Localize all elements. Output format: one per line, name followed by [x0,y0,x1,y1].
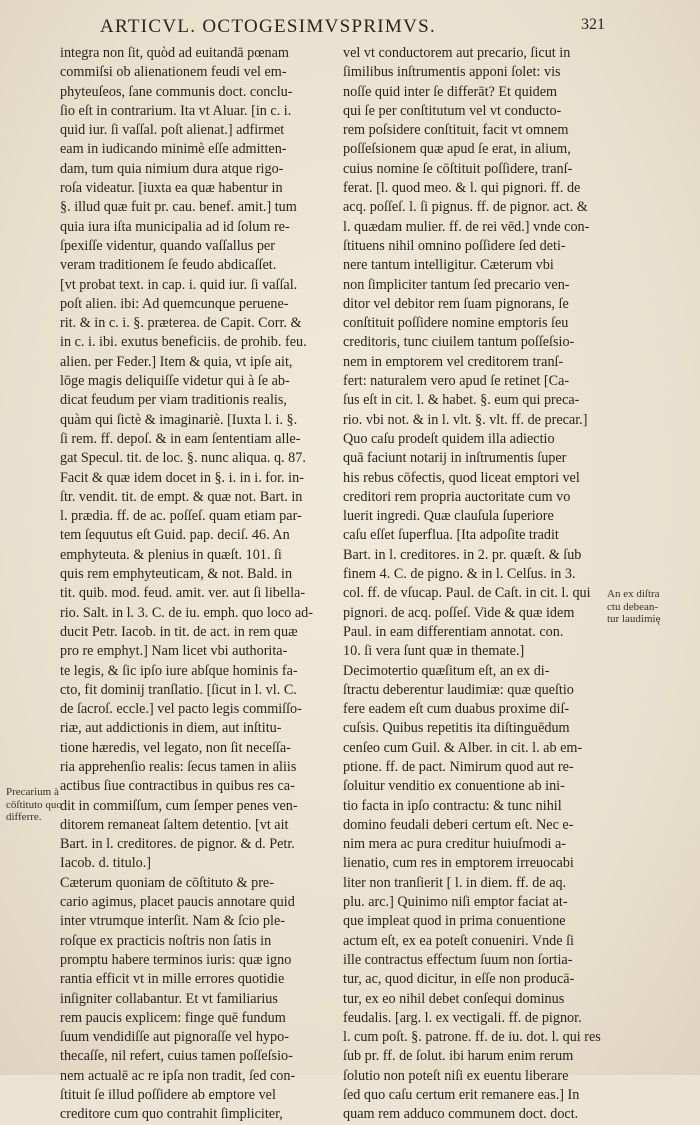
text-line: dam, tum quia nimium dura atque rigo- [60,160,284,177]
text-line: alien. per Feder.] Item & quia, vt ipſe ait, [60,353,293,370]
text-line: creditore cum quo contrahit ſimpliciter, [60,1106,283,1123]
text-line: inſigniter collabantur. Et vt familiarius [60,990,278,1007]
left-text-column [60,44,328,1125]
text-line: quis rem emphyteuticam, & not. Bald. in [60,566,293,583]
text-line: Decimotertio quæſitum eſt, an ex di- [343,662,550,679]
text-line: ſus eſt in cit. l. & habet. §. eum qui preca- [343,392,580,409]
text-line: ria apprehenſio realis: ſecus tamen in aliis [60,758,297,775]
text-line: que impleat quod in prima conuentione [343,913,566,930]
text-line: gat Specul. tit. de loc. §. nunc aliqua. q. 87. [60,450,306,467]
text-line: ſoluitur venditio ex conuentione ab ini- [343,778,565,795]
text-line: nem in emptorem vel creditorem tranſ- [343,353,564,370]
text-line: tit. quib. mod. feud. amit. ver. aut ſi libella- [60,585,306,602]
text-line: roſa videatur. [iuxta ea quæ habentur in [60,180,283,197]
text-line: pro re emphyt.] Nam licet vbi authorita- [60,643,288,660]
text-line: dit in commiſſum, cum ſemper penes ven- [60,797,298,814]
text-line: conſtituit poſſidere nomine emptoris ſeu [343,315,569,332]
text-line: de ſacroſ. eccle.] vel pacto legis commiſſo- [60,701,302,718]
margin-note-line: An ex diſtra [607,588,660,600]
text-line: luerit ingredi. Quæ clauſula ſuperiore [343,508,554,525]
text-line: nim mera ac pura creditur huiuſmodi a- [343,836,566,853]
text-line: [vt probat text. in cap. i. quid iur. ſi vaſſal. [60,276,298,293]
text-line: ſtr. vendit. tit. de empt. & quæ not. Bart. in [60,488,303,505]
text-line: §. illud quæ fuit pr. cau. benef. amit.] tum [60,199,297,216]
text-line: thecaſſe, nil refert, cuius tamen poſſeſsio- [60,1048,293,1065]
text-line: lōge magis deliquiſſe videtur qui à ſe ab- [60,373,290,390]
text-line: l. cum poſt. §. patrone. ff. de iu. dot. l. qui res [343,1029,601,1046]
margin-note-line: tur laudimię [607,613,661,625]
text-line: riæ, aut addictionis in diem, aut inſtitu- [60,720,282,737]
text-line: in c. i. ibi. exutus beneficiis. de prohib. feu. [60,334,307,351]
text-line: ſolutio non poteſt niſi ex euentu liberare [343,1067,569,1084]
text-line: ille contractus effectum ſuum non ſortia- [343,951,573,968]
text-line: plu. arc.] Quinimo niſi emptor faciat at- [343,894,568,911]
text-line: poſſeſsionem quæ apud ſe erat, in alium, [343,141,571,158]
text-line: fert: naturalem vero apud ſe retinet [Ca- [343,373,570,390]
text-line: phyteuſeos, ſane communis doct. conclu- [60,83,293,100]
text-line: quia iura iſta municipalia ad id ſolum re- [60,218,290,235]
text-line: cario agimus, placet paucis annotare quid [60,894,295,911]
text-line: l. quædam mulier. ff. de rei vēd.] vnde con- [343,218,590,235]
text-line: quid iur. ſi vaſſal. poſt alienat.] adfirmet [60,122,285,139]
running-header [60,16,605,40]
text-line: tem ſequutus eſt Guid. pap. deciſ. 46. An [60,527,290,544]
text-line: l. prædia. ff. de ac. poſſeſ. quam etiam par- [60,508,302,525]
text-line: ſtituens nihil omnino poſſidere ſed deti- [343,237,566,254]
text-line: Quo caſu prodeſt quidem illa adiectio [343,430,555,447]
text-line: tur, ac, quod dicitur, in eſſe non producā- [343,971,575,988]
text-line: rio. Salt. in l. 3. C. de iu. emph. quo loco ad- [60,604,313,621]
text-line: promptu habere terminos iuris: quæ igno [60,951,292,968]
text-line: ſimilibus inſtrumentis apponi ſolet: vis [343,64,561,81]
text-line: domino feudali deberi certum eſt. Nec e- [343,816,574,833]
text-line: ſi rem. ff. depoſ. & in eam ſententiam alle- [60,430,301,447]
text-line: ſtituit ſe illud poſſidere ab emptore vel [60,1087,276,1104]
text-line: rantia efficit vt in mille errores quotidie [60,971,285,988]
text-line: rit. & in c. i. §. præterea. de Capit. Corr. & [60,315,302,332]
text-line: acq. poſſeſ. l. ſi pignus. ff. de pignor. act. & [343,199,588,216]
text-line: Bart. in l. creditores. in 2. pr. quæſt. & ſub [343,546,582,563]
text-line: tur, ex eo nihil debet conſequi dominus [343,990,565,1007]
text-line: commiſsi ob alienationem feudi vel em- [60,64,287,81]
text-line: rem paucis explicem: finge quē fundum [60,1009,286,1026]
text-line: col. ff. de vſucap. Paul. de Caſt. in cit. l. qui [343,585,591,602]
text-line: actum eſt, ex ea poteſt conueniri. Vnde ſi [343,932,574,949]
text-line: cto, fit dominij tranſlatio. [ſicut in l. vl. C. [60,681,297,698]
text-line: Bart. in l. creditores. de pignor. & d. Petr. [60,836,295,853]
text-line: ditor vel debitor rem ſuam pignorans, ſe [343,295,569,312]
text-line: eam in iudicando minimè eſſe admitten- [60,141,287,158]
text-line: rio. vbi not. & in l. vlt. §. vlt. ff. de precar.] [343,411,588,428]
text-line: emphyteuta. & plenius in quæſt. 101. ſi [60,546,282,563]
text-line: te legis, & ſic ipſo iure abſque hominis fa- [60,662,298,679]
text-line: tio facta in ipſo contractu: & tunc nihil [343,797,562,814]
left-margin-note [6,786,62,824]
page-number: 321 [581,16,605,33]
text-line: liter non tranſierit [ l. in diem. ff. de aq. [343,874,567,891]
text-line: ſed quo caſu certum erit remanere eas.] In [343,1087,580,1104]
margin-note-line: Precarium à [6,786,59,798]
text-line: non ſimpliciter tantum ſed precario ven- [343,276,570,293]
margin-note-line: ctu debean- [607,600,658,613]
text-line: caſu eſſet ſuperflua. [Ita adpoſite tradit [343,527,559,544]
margin-note-line: cōſtituto quo [6,798,62,811]
text-line: 10. ſi vera ſunt quæ in themate.] [343,643,525,660]
text-line: quam rem adduco communem doct. doct. [343,1106,579,1123]
text-line: ſpexiſſe videntur, quando vaſſallus per [60,237,275,254]
text-line: ſtractu deberentur laudimiæ: quæ queſtio [343,681,574,698]
text-line: ducit Petr. Iacob. in tit. de act. in rem quæ [60,623,298,640]
margin-note-line: differre. [6,811,42,823]
text-line: creditoris, tunc ciuilem tantum poſſeſsio- [343,334,575,351]
text-line: rem poſsidere conſtituit, facit vt omnem [343,122,569,139]
text-line: cuius nomine ſe cōſtituit poſſidere, tranſ- [343,160,573,177]
right-margin-note [607,588,660,626]
text-line: fere eadem eſt cum duabus proxime diſ- [343,701,570,718]
text-line: inter vtrumque interſit. Nam & ſcio ple- [60,913,285,930]
text-line: dicat feudum per viam traditionis realis, [60,392,287,409]
text-line: creditori rem propria auctoritate cum vo [343,488,571,505]
text-line: vel vt conductorem aut precario, ſicut in [343,45,571,61]
text-line: Iacob. d. titulo.] [60,855,152,872]
text-line: Cæterum quoniam de cōſtituto & pre- [60,874,274,891]
text-line: Paul. in eam differentiam annotat. con. [343,623,564,640]
right-text-column [343,44,605,1125]
text-line: finem 4. C. de pigno. & in l. Celſus. in 3. [343,566,576,583]
text-line: ſio eſt in contrarium. Ita vt Aluar. [in c. i. [60,102,292,119]
text-line: nem actualē ac re ipſa non tradit, ſed con- [60,1067,296,1084]
text-line: tione hæredis, vel legato, non ſit neceſſa- [60,739,291,756]
text-line: ditorem remaneat ſaltem detentio. [vt ait [60,816,289,833]
text-line: ſub pr. ff. de ſolut. ibi harum enim rerum [343,1048,574,1065]
text-line: noſſe quid inter ſe differāt? Et quidem [343,83,558,100]
text-line: lienatio, cum res in emptorem irreuocabi [343,855,574,872]
text-line: cuſsis. Quibus repetitis ita diſtinguēdum [343,720,570,737]
text-line: roſque ex practicis noſtris non ſatis in [60,932,272,949]
text-line: quā faciunt notarij in inſtrumentis ſuper [343,450,567,467]
text-line: ptione. ff. de pact. Nimirum quod aut re- [343,758,574,775]
text-line: actibus ſiue contractibus in quibus res ca- [60,778,295,795]
text-line: quàm qui ſictè & imaginariè. [Iuxta l. i. §. [60,411,298,428]
text-line: ferat. [l. quod meo. & l. qui pignori. ff. de [343,180,581,197]
header-title: ARTICVL. OCTOGESIMVSPRIMVS. [100,16,437,37]
text-line: integra non ſit, quòd ad euitandā pœnam [60,45,289,61]
text-line: nere tantum intelligitur. Cæterum vbi [343,257,554,274]
text-line: feudalis. [arg. l. ex vectigali. ff. de pignor. [343,1009,582,1026]
text-line: qui ſe per conſtitutum vel vt conducto- [343,102,562,119]
text-line: his rebus cōfectis, quod liceat emptori vel [343,469,580,486]
text-line: pignori. de acq. poſſeſ. Vide & quæ idem [343,604,575,621]
text-line: poſt alien. ibi: Ad quemcunque peruene- [60,295,289,312]
text-line: ſuum vendidiſſe aut pignoraſſe vel hypo- [60,1029,289,1046]
text-line: Facit & quæ idem docet in §. i. in i. for. in- [60,469,304,486]
text-line: cenſeo cum Guil. & Alber. in cit. l. ab em- [343,739,583,756]
text-line: veram traditionem ſe feudo abdicaſſet. [60,257,277,274]
